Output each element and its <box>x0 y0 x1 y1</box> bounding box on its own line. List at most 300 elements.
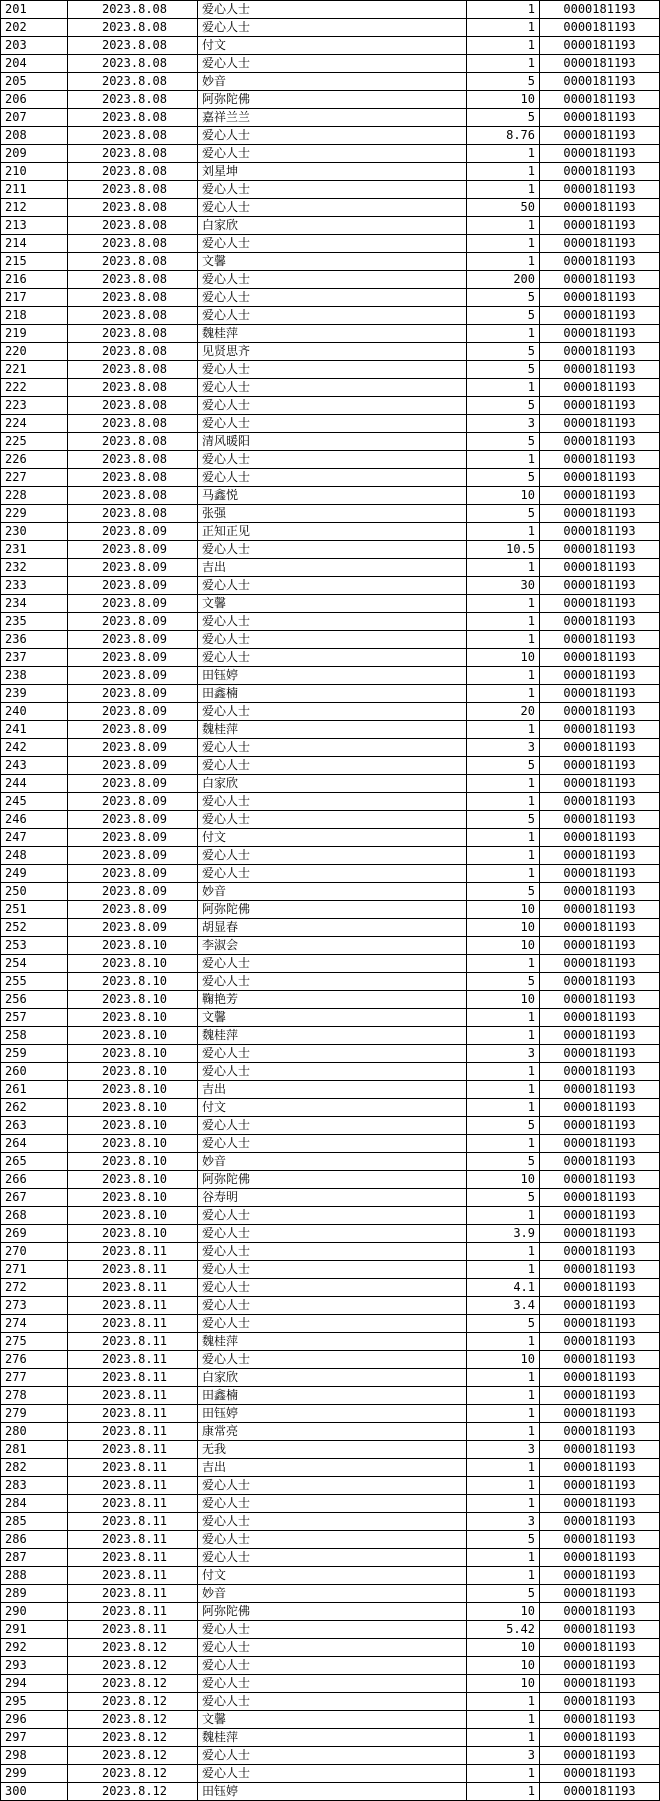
amount-cell: 5 <box>467 361 540 379</box>
table-row <box>1 1279 660 1297</box>
reference-number-cell: 0000181193 <box>540 469 660 487</box>
date-cell: 2023.8.09 <box>68 901 198 919</box>
reference-number-cell: 0000181193 <box>540 505 660 523</box>
donor-name-cell: 爱心人士 <box>198 1297 467 1315</box>
row-number-cell: 286 <box>1 1531 68 1549</box>
amount-cell: 1 <box>467 1423 540 1441</box>
table-row <box>1 883 660 901</box>
date-cell: 2023.8.08 <box>68 307 198 325</box>
reference-number-cell: 0000181193 <box>540 379 660 397</box>
row-number-cell: 225 <box>1 433 68 451</box>
table-row <box>1 469 660 487</box>
row-number-cell: 202 <box>1 19 68 37</box>
table-row <box>1 1765 660 1783</box>
date-cell: 2023.8.12 <box>68 1675 198 1693</box>
reference-number-cell: 0000181193 <box>540 1081 660 1099</box>
donor-name-cell: 田鑫楠 <box>198 1387 467 1405</box>
amount-cell: 1 <box>467 1765 540 1783</box>
amount-cell: 1 <box>467 145 540 163</box>
date-cell: 2023.8.11 <box>68 1513 198 1531</box>
date-cell: 2023.8.11 <box>68 1243 198 1261</box>
table-row <box>1 145 660 163</box>
table-row <box>1 1729 660 1747</box>
table-row <box>1 721 660 739</box>
table-row <box>1 901 660 919</box>
donor-name-cell: 爱心人士 <box>198 1243 467 1261</box>
donor-name-cell: 白家欣 <box>198 217 467 235</box>
date-cell: 2023.8.09 <box>68 685 198 703</box>
table-row <box>1 343 660 361</box>
donor-name-cell: 爱心人士 <box>198 1477 467 1495</box>
amount-cell: 5 <box>467 757 540 775</box>
table-row <box>1 1171 660 1189</box>
date-cell: 2023.8.09 <box>68 631 198 649</box>
date-cell: 2023.8.10 <box>68 1099 198 1117</box>
amount-cell: 5 <box>467 307 540 325</box>
date-cell: 2023.8.10 <box>68 1081 198 1099</box>
reference-number-cell: 0000181193 <box>540 1009 660 1027</box>
reference-number-cell: 0000181193 <box>540 901 660 919</box>
reference-number-cell: 0000181193 <box>540 1297 660 1315</box>
table-row <box>1 1405 660 1423</box>
table-row <box>1 1495 660 1513</box>
amount-cell: 5 <box>467 883 540 901</box>
date-cell: 2023.8.09 <box>68 775 198 793</box>
row-number-cell: 216 <box>1 271 68 289</box>
amount-cell: 5 <box>467 973 540 991</box>
amount-cell: 10 <box>467 649 540 667</box>
table-row <box>1 1207 660 1225</box>
table-row <box>1 775 660 793</box>
donor-name-cell: 田钰婷 <box>198 667 467 685</box>
date-cell: 2023.8.11 <box>68 1279 198 1297</box>
amount-cell: 3 <box>467 1513 540 1531</box>
donor-name-cell: 谷寿明 <box>198 1189 467 1207</box>
donor-name-cell: 爱心人士 <box>198 613 467 631</box>
date-cell: 2023.8.10 <box>68 1009 198 1027</box>
donor-name-cell: 付文 <box>198 829 467 847</box>
donor-name-cell: 爱心人士 <box>198 199 467 217</box>
reference-number-cell: 0000181193 <box>540 847 660 865</box>
amount-cell: 1 <box>467 37 540 55</box>
row-number-cell: 235 <box>1 613 68 631</box>
table-row <box>1 1297 660 1315</box>
table-row <box>1 1783 660 1801</box>
date-cell: 2023.8.12 <box>68 1783 198 1801</box>
table-row <box>1 1747 660 1765</box>
date-cell: 2023.8.11 <box>68 1387 198 1405</box>
table-row <box>1 739 660 757</box>
donor-name-cell: 魏桂萍 <box>198 721 467 739</box>
amount-cell: 5 <box>467 811 540 829</box>
amount-cell: 1 <box>467 1729 540 1747</box>
table-row <box>1 1585 660 1603</box>
row-number-cell: 230 <box>1 523 68 541</box>
reference-number-cell: 0000181193 <box>540 415 660 433</box>
table-row <box>1 1225 660 1243</box>
date-cell: 2023.8.08 <box>68 397 198 415</box>
table-row <box>1 253 660 271</box>
reference-number-cell: 0000181193 <box>540 955 660 973</box>
table-row <box>1 1441 660 1459</box>
amount-cell: 5 <box>467 433 540 451</box>
donor-name-cell: 爱心人士 <box>198 1351 467 1369</box>
table-row <box>1 1459 660 1477</box>
donor-name-cell: 爱心人士 <box>198 577 467 595</box>
amount-cell: 1 <box>467 1261 540 1279</box>
donor-name-cell: 文馨 <box>198 253 467 271</box>
reference-number-cell: 0000181193 <box>540 1153 660 1171</box>
table-row <box>1 433 660 451</box>
table-row <box>1 685 660 703</box>
amount-cell: 10 <box>467 1657 540 1675</box>
amount-cell: 1 <box>467 1027 540 1045</box>
date-cell: 2023.8.12 <box>68 1693 198 1711</box>
donor-name-cell: 付文 <box>198 1567 467 1585</box>
donor-name-cell: 魏桂萍 <box>198 1027 467 1045</box>
date-cell: 2023.8.08 <box>68 37 198 55</box>
table-row <box>1 793 660 811</box>
amount-cell: 20 <box>467 703 540 721</box>
date-cell: 2023.8.09 <box>68 721 198 739</box>
reference-number-cell: 0000181193 <box>540 1531 660 1549</box>
reference-number-cell: 0000181193 <box>540 145 660 163</box>
reference-number-cell: 0000181193 <box>540 1117 660 1135</box>
reference-number-cell: 0000181193 <box>540 397 660 415</box>
date-cell: 2023.8.10 <box>68 1045 198 1063</box>
row-number-cell: 217 <box>1 289 68 307</box>
reference-number-cell: 0000181193 <box>540 487 660 505</box>
date-cell: 2023.8.11 <box>68 1495 198 1513</box>
reference-number-cell: 0000181193 <box>540 541 660 559</box>
amount-cell: 3.4 <box>467 1297 540 1315</box>
date-cell: 2023.8.10 <box>68 937 198 955</box>
table-row <box>1 361 660 379</box>
row-number-cell: 262 <box>1 1099 68 1117</box>
donor-name-cell: 吉出 <box>198 1459 467 1477</box>
row-number-cell: 254 <box>1 955 68 973</box>
amount-cell: 1 <box>467 685 540 703</box>
donor-name-cell: 爱心人士 <box>198 415 467 433</box>
date-cell: 2023.8.10 <box>68 1207 198 1225</box>
row-number-cell: 213 <box>1 217 68 235</box>
reference-number-cell: 0000181193 <box>540 1711 660 1729</box>
date-cell: 2023.8.11 <box>68 1297 198 1315</box>
reference-number-cell: 0000181193 <box>540 1243 660 1261</box>
table-row <box>1 1135 660 1153</box>
date-cell: 2023.8.09 <box>68 865 198 883</box>
reference-number-cell: 0000181193 <box>540 1567 660 1585</box>
donor-name-cell: 魏桂萍 <box>198 325 467 343</box>
row-number-cell: 280 <box>1 1423 68 1441</box>
date-cell: 2023.8.08 <box>68 469 198 487</box>
row-number-cell: 204 <box>1 55 68 73</box>
donor-name-cell: 田钰婷 <box>198 1783 467 1801</box>
donor-name-cell: 阿弥陀佛 <box>198 1603 467 1621</box>
date-cell: 2023.8.11 <box>68 1531 198 1549</box>
amount-cell: 10 <box>467 487 540 505</box>
row-number-cell: 295 <box>1 1693 68 1711</box>
reference-number-cell: 0000181193 <box>540 19 660 37</box>
table-row <box>1 1261 660 1279</box>
reference-number-cell: 0000181193 <box>540 685 660 703</box>
reference-number-cell: 0000181193 <box>540 55 660 73</box>
reference-number-cell: 0000181193 <box>540 1459 660 1477</box>
donor-name-cell: 田钰婷 <box>198 1405 467 1423</box>
donor-name-cell: 爱心人士 <box>198 127 467 145</box>
row-number-cell: 258 <box>1 1027 68 1045</box>
amount-cell: 1 <box>467 775 540 793</box>
row-number-cell: 275 <box>1 1333 68 1351</box>
table-row <box>1 1657 660 1675</box>
donor-name-cell: 白家欣 <box>198 1369 467 1387</box>
table-row <box>1 487 660 505</box>
donor-name-cell: 爱心人士 <box>198 1693 467 1711</box>
date-cell: 2023.8.09 <box>68 649 198 667</box>
reference-number-cell: 0000181193 <box>540 1783 660 1801</box>
row-number-cell: 261 <box>1 1081 68 1099</box>
table-row <box>1 1189 660 1207</box>
reference-number-cell: 0000181193 <box>540 883 660 901</box>
donor-name-cell: 阿弥陀佛 <box>198 91 467 109</box>
table-row <box>1 109 660 127</box>
donor-name-cell: 爱心人士 <box>198 649 467 667</box>
date-cell: 2023.8.09 <box>68 919 198 937</box>
reference-number-cell: 0000181193 <box>540 307 660 325</box>
table-row <box>1 1621 660 1639</box>
table-row <box>1 613 660 631</box>
table-row <box>1 667 660 685</box>
row-number-cell: 296 <box>1 1711 68 1729</box>
row-number-cell: 207 <box>1 109 68 127</box>
table-row <box>1 1009 660 1027</box>
table-row <box>1 1513 660 1531</box>
donor-name-cell: 正知正见 <box>198 523 467 541</box>
amount-cell: 5 <box>467 469 540 487</box>
row-number-cell: 210 <box>1 163 68 181</box>
amount-cell: 1 <box>467 253 540 271</box>
date-cell: 2023.8.09 <box>68 559 198 577</box>
date-cell: 2023.8.10 <box>68 1225 198 1243</box>
date-cell: 2023.8.09 <box>68 883 198 901</box>
amount-cell: 4.1 <box>467 1279 540 1297</box>
table-row <box>1 397 660 415</box>
amount-cell: 8.76 <box>467 127 540 145</box>
row-number-cell: 205 <box>1 73 68 91</box>
row-number-cell: 264 <box>1 1135 68 1153</box>
row-number-cell: 209 <box>1 145 68 163</box>
reference-number-cell: 0000181193 <box>540 1207 660 1225</box>
amount-cell: 1 <box>467 217 540 235</box>
reference-number-cell: 0000181193 <box>540 631 660 649</box>
table-row <box>1 1567 660 1585</box>
donor-name-cell: 爱心人士 <box>198 739 467 757</box>
date-cell: 2023.8.08 <box>68 19 198 37</box>
row-number-cell: 222 <box>1 379 68 397</box>
reference-number-cell: 0000181193 <box>540 1027 660 1045</box>
donor-name-cell: 清风暖阳 <box>198 433 467 451</box>
amount-cell: 1 <box>467 865 540 883</box>
row-number-cell: 274 <box>1 1315 68 1333</box>
date-cell: 2023.8.11 <box>68 1549 198 1567</box>
reference-number-cell: 0000181193 <box>540 703 660 721</box>
amount-cell: 1 <box>467 721 540 739</box>
date-cell: 2023.8.08 <box>68 55 198 73</box>
table-row <box>1 1387 660 1405</box>
date-cell: 2023.8.08 <box>68 73 198 91</box>
table-row <box>1 379 660 397</box>
date-cell: 2023.8.09 <box>68 847 198 865</box>
row-number-cell: 215 <box>1 253 68 271</box>
date-cell: 2023.8.08 <box>68 379 198 397</box>
date-cell: 2023.8.09 <box>68 757 198 775</box>
row-number-cell: 242 <box>1 739 68 757</box>
donor-name-cell: 爱心人士 <box>198 289 467 307</box>
row-number-cell: 208 <box>1 127 68 145</box>
donor-name-cell: 爱心人士 <box>198 1225 467 1243</box>
amount-cell: 5 <box>467 397 540 415</box>
donor-name-cell: 无我 <box>198 1441 467 1459</box>
table-row <box>1 1639 660 1657</box>
date-cell: 2023.8.10 <box>68 1135 198 1153</box>
donor-name-cell: 魏桂萍 <box>198 1729 467 1747</box>
table-row <box>1 703 660 721</box>
amount-cell: 1 <box>467 1081 540 1099</box>
amount-cell: 1 <box>467 55 540 73</box>
reference-number-cell: 0000181193 <box>540 343 660 361</box>
amount-cell: 1 <box>467 1495 540 1513</box>
amount-cell: 1 <box>467 1783 540 1801</box>
donor-name-cell: 爱心人士 <box>198 1045 467 1063</box>
date-cell: 2023.8.08 <box>68 487 198 505</box>
reference-number-cell: 0000181193 <box>540 757 660 775</box>
table-row <box>1 235 660 253</box>
row-number-cell: 237 <box>1 649 68 667</box>
date-cell: 2023.8.09 <box>68 703 198 721</box>
date-cell: 2023.8.08 <box>68 181 198 199</box>
amount-cell: 10 <box>467 91 540 109</box>
donor-name-cell: 爱心人士 <box>198 811 467 829</box>
table-row <box>1 1603 660 1621</box>
reference-number-cell: 0000181193 <box>540 1 660 19</box>
date-cell: 2023.8.11 <box>68 1351 198 1369</box>
reference-number-cell: 0000181193 <box>540 829 660 847</box>
amount-cell: 1 <box>467 1009 540 1027</box>
amount-cell: 3 <box>467 1747 540 1765</box>
amount-cell: 1 <box>467 1711 540 1729</box>
date-cell: 2023.8.11 <box>68 1621 198 1639</box>
date-cell: 2023.8.12 <box>68 1765 198 1783</box>
table-row <box>1 1711 660 1729</box>
donor-name-cell: 爱心人士 <box>198 1513 467 1531</box>
donor-name-cell: 爱心人士 <box>198 1549 467 1567</box>
date-cell: 2023.8.12 <box>68 1711 198 1729</box>
amount-cell: 5 <box>467 1189 540 1207</box>
amount-cell: 1 <box>467 1 540 19</box>
date-cell: 2023.8.09 <box>68 613 198 631</box>
donor-name-cell: 妙音 <box>198 1585 467 1603</box>
row-number-cell: 243 <box>1 757 68 775</box>
date-cell: 2023.8.11 <box>68 1369 198 1387</box>
amount-cell: 1 <box>467 1549 540 1567</box>
amount-cell: 5.42 <box>467 1621 540 1639</box>
amount-cell: 1 <box>467 523 540 541</box>
donor-name-cell: 吉出 <box>198 1081 467 1099</box>
donor-name-cell: 爱心人士 <box>198 865 467 883</box>
reference-number-cell: 0000181193 <box>540 235 660 253</box>
amount-cell: 1 <box>467 955 540 973</box>
donor-name-cell: 文馨 <box>198 1711 467 1729</box>
table-row <box>1 19 660 37</box>
table-row <box>1 919 660 937</box>
date-cell: 2023.8.11 <box>68 1567 198 1585</box>
reference-number-cell: 0000181193 <box>540 1729 660 1747</box>
date-cell: 2023.8.08 <box>68 1 198 19</box>
donor-name-cell: 爱心人士 <box>198 145 467 163</box>
amount-cell: 1 <box>467 235 540 253</box>
donor-name-cell: 爱心人士 <box>198 451 467 469</box>
donor-name-cell: 爱心人士 <box>198 307 467 325</box>
donor-name-cell: 爱心人士 <box>198 235 467 253</box>
amount-cell: 5 <box>467 1585 540 1603</box>
table-row <box>1 1099 660 1117</box>
table-row <box>1 451 660 469</box>
donor-name-cell: 张强 <box>198 505 467 523</box>
reference-number-cell: 0000181193 <box>540 1189 660 1207</box>
row-number-cell: 240 <box>1 703 68 721</box>
reference-number-cell: 0000181193 <box>540 559 660 577</box>
row-number-cell: 252 <box>1 919 68 937</box>
row-number-cell: 224 <box>1 415 68 433</box>
reference-number-cell: 0000181193 <box>540 973 660 991</box>
reference-number-cell: 0000181193 <box>540 865 660 883</box>
amount-cell: 1 <box>467 667 540 685</box>
reference-number-cell: 0000181193 <box>540 919 660 937</box>
amount-cell: 5 <box>467 343 540 361</box>
table-row <box>1 937 660 955</box>
row-number-cell: 266 <box>1 1171 68 1189</box>
amount-cell: 10 <box>467 901 540 919</box>
reference-number-cell: 0000181193 <box>540 1639 660 1657</box>
row-number-cell: 214 <box>1 235 68 253</box>
row-number-cell: 288 <box>1 1567 68 1585</box>
donor-name-cell: 爱心人士 <box>198 469 467 487</box>
reference-number-cell: 0000181193 <box>540 1549 660 1567</box>
donor-name-cell: 康常亮 <box>198 1423 467 1441</box>
amount-cell: 1 <box>467 595 540 613</box>
amount-cell: 1 <box>467 793 540 811</box>
reference-number-cell: 0000181193 <box>540 1315 660 1333</box>
donor-name-cell: 鞠艳芳 <box>198 991 467 1009</box>
amount-cell: 1 <box>467 325 540 343</box>
amount-cell: 5 <box>467 505 540 523</box>
reference-number-cell: 0000181193 <box>540 1585 660 1603</box>
reference-number-cell: 0000181193 <box>540 361 660 379</box>
date-cell: 2023.8.10 <box>68 955 198 973</box>
donor-name-cell: 爱心人士 <box>198 1621 467 1639</box>
donor-name-cell: 爱心人士 <box>198 1261 467 1279</box>
row-number-cell: 232 <box>1 559 68 577</box>
amount-cell: 1 <box>467 1369 540 1387</box>
donor-name-cell: 爱心人士 <box>198 1675 467 1693</box>
row-number-cell: 233 <box>1 577 68 595</box>
amount-cell: 200 <box>467 271 540 289</box>
donor-name-cell: 妙音 <box>198 883 467 901</box>
row-number-cell: 272 <box>1 1279 68 1297</box>
donor-name-cell: 爱心人士 <box>198 361 467 379</box>
row-number-cell: 269 <box>1 1225 68 1243</box>
amount-cell: 1 <box>467 829 540 847</box>
